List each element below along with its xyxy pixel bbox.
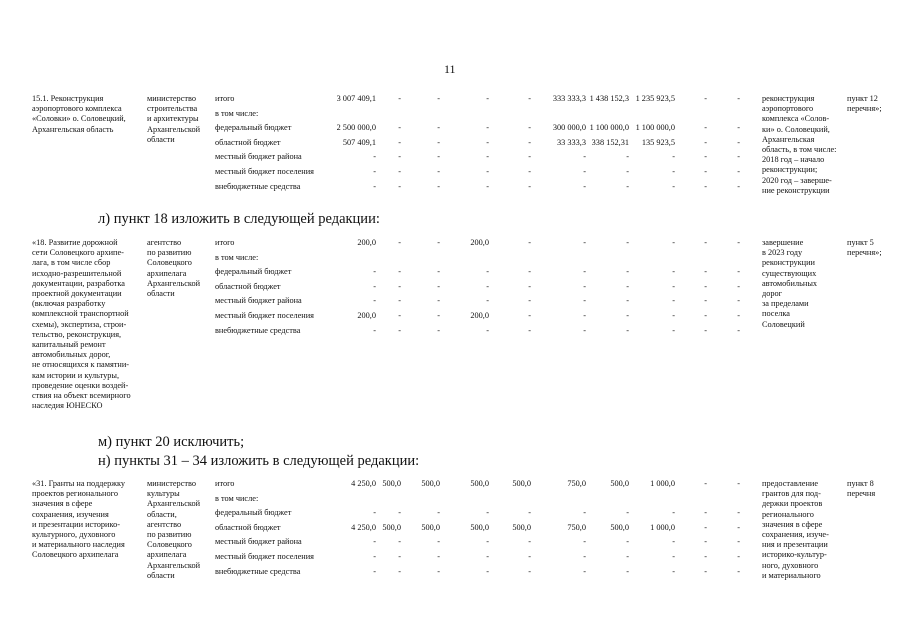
expected-result-line: и материального <box>762 570 821 580</box>
executor-line: по развитию <box>147 530 192 539</box>
table-cell-value: - <box>528 311 531 320</box>
funding-source-label: федеральный бюджет <box>215 123 292 133</box>
table-cell-value: - <box>737 552 740 561</box>
table-cell-value: - <box>672 296 675 306</box>
table-cell-value: - <box>486 537 489 547</box>
expected-result-line: грантов для под- <box>762 489 821 499</box>
table-cell-value: - <box>486 123 489 133</box>
table-cell-value: - <box>672 181 675 191</box>
table-cell-value: - <box>437 537 440 547</box>
table-cell-value: - <box>583 552 586 561</box>
table-cell-value: - <box>737 167 740 176</box>
table-cell-value: - <box>486 325 489 335</box>
expected-result-line: историко-культур- <box>762 550 827 560</box>
funding-source-label: федеральный бюджет <box>215 267 292 277</box>
executor-line: министерство <box>147 94 197 103</box>
executor-line: строительства <box>147 104 198 114</box>
table-cell-value: - <box>583 311 586 320</box>
table-cell-value: - <box>737 479 740 488</box>
funding-source-label: внебюджетные средства <box>215 566 301 576</box>
item-name-line: сохранения, изучения <box>32 509 109 519</box>
table-cell-value: - <box>704 296 707 306</box>
list-reference-line: пункт 8 <box>847 479 874 488</box>
table-cell-value: - <box>373 325 376 335</box>
heading-m: м) пункт 20 исключить; <box>98 434 245 450</box>
table-cell-value: - <box>626 566 629 576</box>
table-cell-value: - <box>398 325 401 335</box>
table-cell-value: - <box>398 94 401 103</box>
expected-result-line: предоставление <box>762 479 819 488</box>
item-name-line: проектной документации <box>32 289 122 298</box>
item-name-line: Архангельская область <box>32 124 114 134</box>
item-name-line: капитальный ремонт <box>32 340 106 349</box>
table-cell-value: - <box>704 123 707 133</box>
table-cell-value: - <box>528 94 531 103</box>
table-cell-value: - <box>672 152 675 162</box>
table-cell-value: 1 235 923,5 <box>635 94 675 103</box>
item-name-line: проведение оценки воздей- <box>32 380 129 390</box>
table-cell-value: - <box>437 296 440 306</box>
table-cell-value: - <box>672 238 675 247</box>
executor-line: и архитектуры <box>147 114 199 124</box>
table-cell-value: - <box>583 296 586 306</box>
expected-result-line: за пределами <box>762 299 809 309</box>
item-name-line: схемы), экспертиза, строи- <box>32 319 127 329</box>
table-cell-value: - <box>626 167 629 176</box>
table-cell-value: - <box>626 296 629 306</box>
item-name-line: проектов регионального <box>32 489 118 499</box>
table-cell-value: - <box>398 267 401 277</box>
table-cell-value: 4 250,0 <box>351 479 376 488</box>
expected-result-line: автомобильных <box>762 278 818 288</box>
item-name-line: ствия на объект всемирного <box>32 391 131 400</box>
expected-result-line: Соловецкий <box>762 319 805 329</box>
expected-result-line: реконструкция <box>762 94 815 103</box>
expected-result-line: реконструкции; <box>762 165 818 175</box>
funding-source-label: областной бюджет <box>215 522 281 532</box>
table-cell-value: - <box>672 508 675 518</box>
table-cell-value: - <box>528 566 531 576</box>
table-cell-value: - <box>373 552 376 561</box>
table-cell-value: - <box>437 137 440 147</box>
table-cell-value: - <box>583 325 586 335</box>
table-cell-value: - <box>486 137 489 147</box>
item-name-line: и презентации историко- <box>32 519 120 529</box>
executor-line: Архангельской <box>147 560 201 570</box>
expected-result-line: ного, духовного <box>762 560 819 570</box>
table-cell-value: - <box>704 152 707 162</box>
funding-source-label: итого <box>215 94 235 103</box>
table-cell-value: - <box>737 267 740 277</box>
expected-result-line: ния и презентации <box>762 540 828 550</box>
executor-line: Архангельской <box>147 278 201 288</box>
expected-result-line: значения в сфере <box>762 519 823 529</box>
table-cell-value: - <box>398 296 401 306</box>
expected-result-line: область, в том числе: <box>762 145 837 154</box>
table-cell-value: - <box>737 325 740 335</box>
table-cell-value: - <box>672 537 675 547</box>
table-cell-value: - <box>528 267 531 277</box>
table-cell-value: 4 250,0 <box>351 522 376 532</box>
table-cell-value: 1 000,0 <box>650 522 675 532</box>
table-cell-value: - <box>528 137 531 147</box>
table-cell-value: - <box>672 566 675 576</box>
table-cell-value: 500,0 <box>470 522 489 532</box>
executor-line: культуры <box>147 489 180 499</box>
table-cell-value: - <box>486 181 489 191</box>
item-name-line: кам истории и культуры, <box>32 370 120 380</box>
table-cell-value: - <box>437 123 440 133</box>
executor-line: архипелага <box>147 550 187 560</box>
table-cell-value: - <box>528 296 531 306</box>
table-cell-value: - <box>704 137 707 147</box>
expected-result-line: регионального <box>762 509 814 519</box>
table-cell-value: - <box>373 152 376 162</box>
executor-line: области <box>147 134 175 144</box>
table-cell-value: 338 152,31 <box>591 137 629 147</box>
table-cell-value: - <box>398 123 401 133</box>
table-cell-value: - <box>373 281 376 291</box>
item-name-line: наследия ЮНЕСКО <box>32 401 103 411</box>
table-cell-value: - <box>583 281 586 291</box>
table-cell-value: - <box>704 267 707 277</box>
executor-line: Архангельской <box>147 499 201 509</box>
table-cell-value: - <box>672 167 675 176</box>
table-cell-value: - <box>528 238 531 247</box>
table-cell-value: - <box>373 267 376 277</box>
table-cell-value: - <box>704 566 707 576</box>
table-cell-value: - <box>528 181 531 191</box>
table-cell-value: - <box>373 508 376 518</box>
item-name-line: автомобильных дорог, <box>32 350 111 360</box>
expected-result-line: аэропортового <box>762 104 814 114</box>
item-name-line: значения в сфере <box>32 499 93 509</box>
page-number: 11 <box>444 62 456 76</box>
executor-line: области <box>147 289 175 298</box>
table-cell-value: - <box>704 508 707 518</box>
executor-line: архипелага <box>147 268 187 278</box>
table-cell-value: - <box>398 238 401 247</box>
table-cell-value: - <box>737 566 740 576</box>
expected-result-line: реконструкции <box>762 258 815 268</box>
list-reference-line: пункт 5 <box>847 238 874 247</box>
table-cell-value: - <box>704 181 707 191</box>
item-name-line: «18. Развитие дорожной <box>32 238 118 247</box>
table-cell-value: - <box>437 238 440 247</box>
table-cell-value: - <box>486 152 489 162</box>
item-name-line: лага, в том числе сбор <box>32 258 111 268</box>
expected-result-line: 2018 год – начало <box>762 155 825 165</box>
table-cell-value: - <box>486 94 489 103</box>
table-cell-value: - <box>398 167 401 176</box>
table-cell-value: - <box>737 311 740 320</box>
funding-source-label: местный бюджет района <box>215 296 302 306</box>
expected-result-line: Архангельская <box>762 134 815 144</box>
item-name-line: Соловецкого архипелага <box>32 550 119 560</box>
table-cell-value: 500,0 <box>421 522 440 532</box>
table-cell-value: - <box>672 311 675 320</box>
table-cell-value: - <box>398 181 401 191</box>
table-cell-value: - <box>528 281 531 291</box>
table-cell-value: - <box>737 537 740 547</box>
expected-result-line: завершение <box>762 238 804 247</box>
table-cell-value: - <box>437 167 440 176</box>
table-cell-value: - <box>583 537 586 547</box>
table-cell-value: - <box>528 537 531 547</box>
table-cell-value: 333 333,3 <box>552 94 586 103</box>
table-cell-value: - <box>583 152 586 162</box>
executor-line: Соловецкого <box>147 258 192 268</box>
funding-source-label: внебюджетные средства <box>215 325 301 335</box>
table-cell-value: - <box>704 325 707 335</box>
table-cell-value: - <box>398 311 401 320</box>
table-cell-value: - <box>737 522 740 532</box>
table-cell-value: - <box>398 552 401 561</box>
funding-source-label: итого <box>215 238 235 247</box>
table-cell-value: - <box>704 167 707 176</box>
table-cell-value: 200,0 <box>470 311 489 320</box>
table-cell-value: - <box>737 137 740 147</box>
table-cell-value: - <box>704 537 707 547</box>
table-cell-value: - <box>583 566 586 576</box>
list-reference-line: перечня <box>847 489 876 499</box>
expected-result-line: существующих <box>762 268 817 278</box>
table-cell-value: - <box>672 325 675 335</box>
funding-source-label: местный бюджет поселения <box>215 552 314 561</box>
executor-line: Соловецкого <box>147 540 192 550</box>
list-reference-line: перечня»; <box>847 104 882 114</box>
table-cell-value: - <box>626 238 629 247</box>
table-cell-value: - <box>704 281 707 291</box>
table-cell-value: - <box>437 508 440 518</box>
funding-source-label: итого <box>215 479 235 488</box>
table-cell-value: - <box>626 281 629 291</box>
table-cell-value: - <box>528 552 531 561</box>
table-cell-value: - <box>486 267 489 277</box>
funding-source-label: областной бюджет <box>215 137 281 147</box>
funding-source-label: в том числе: <box>215 493 259 503</box>
table-cell-value: - <box>528 123 531 133</box>
table-cell-value: 3 007 409,1 <box>336 94 376 103</box>
heading-l: л) пункт 18 изложить в следующей редакции: <box>98 211 380 227</box>
table-cell-value: 300 000,0 <box>552 123 586 133</box>
table-cell-value: - <box>737 281 740 291</box>
table-cell-value: - <box>737 296 740 306</box>
funding-source-label: областной бюджет <box>215 281 281 291</box>
item-name-line: культурного, духовного <box>32 530 116 539</box>
table-cell-value: - <box>373 296 376 306</box>
table-cell-value: - <box>486 167 489 176</box>
funding-source-label: федеральный бюджет <box>215 508 292 518</box>
table-cell-value: - <box>626 152 629 162</box>
funding-source-label: местный бюджет района <box>215 537 302 547</box>
table-cell-value: - <box>737 181 740 191</box>
table-cell-value: 500,0 <box>512 522 531 532</box>
table-cell-value: - <box>437 281 440 291</box>
table-cell-value: 200,0 <box>470 238 489 247</box>
item-name-line: документации, разработка <box>32 278 125 288</box>
table-cell-value: - <box>626 325 629 335</box>
table-cell-value: 750,0 <box>567 479 586 488</box>
table-cell-value: 2 500 000,0 <box>336 123 376 133</box>
table-cell-value: - <box>737 152 740 162</box>
list-reference-line: перечня»; <box>847 248 882 258</box>
table-cell-value: 33 333,3 <box>556 137 586 147</box>
expected-result-line: 2020 год – заверше- <box>762 175 832 185</box>
executor-line: области <box>147 570 175 580</box>
table-cell-value: - <box>737 238 740 247</box>
table-cell-value: 200,0 <box>357 238 376 247</box>
executor-line: агентство <box>147 238 182 247</box>
heading-n: н) пункты 31 – 34 изложить в следующей редакции: <box>98 453 420 469</box>
table-cell-value: - <box>583 238 586 247</box>
expected-result-line: дорог <box>762 289 783 298</box>
table-cell-value: - <box>437 181 440 191</box>
table-cell-value: - <box>704 522 707 532</box>
table-cell-value: 500,0 <box>610 479 629 488</box>
expected-result-line: держки проектов <box>762 499 823 509</box>
table-cell-value: 507 409,1 <box>342 137 376 147</box>
table-cell-value: - <box>672 267 675 277</box>
table-cell-value: - <box>398 281 401 291</box>
table-cell-value: - <box>528 508 531 518</box>
item-name-line: 15.1. Реконструкция <box>32 94 104 103</box>
item-name-line: и материального наследия <box>32 540 125 550</box>
expected-result-line: комплекса «Солов- <box>762 114 830 124</box>
table-cell-value: - <box>528 325 531 335</box>
table-cell-value: - <box>437 94 440 103</box>
table-cell-value: - <box>583 181 586 191</box>
table-cell-value: - <box>626 311 629 320</box>
item-name-line: не относящихся к памятни- <box>32 360 130 370</box>
table-cell-value: - <box>583 167 586 176</box>
table-cell-value: - <box>373 181 376 191</box>
table-cell-value: 750,0 <box>567 522 586 532</box>
item-name-line: комплексной транспортной <box>32 309 129 319</box>
table-cell-value: - <box>398 537 401 547</box>
funding-source-label: в том числе: <box>215 252 259 262</box>
table-cell-value: - <box>704 238 707 247</box>
table-cell-value: - <box>583 267 586 277</box>
expected-result-line: сохранения, изуче- <box>762 530 829 539</box>
item-name-line: сети Соловецкого архипе- <box>32 248 124 258</box>
expected-result-line: ние реконструкции <box>762 185 830 195</box>
table-cell-value: - <box>626 508 629 518</box>
table-cell-value: - <box>486 296 489 306</box>
executor-line: по развитию <box>147 248 192 258</box>
table-cell-value: - <box>398 566 401 576</box>
table-cell-value: - <box>528 167 531 176</box>
table-cell-value: - <box>528 152 531 162</box>
table-cell-value: 500,0 <box>421 479 440 488</box>
expected-result-line: ки» о. Соловецкий, <box>762 124 830 134</box>
expected-result-line: поселка <box>762 309 790 319</box>
table-cell-value: - <box>737 508 740 518</box>
table-cell-value: - <box>704 94 707 103</box>
table-cell-value: - <box>437 311 440 320</box>
table-cell-value: - <box>373 167 376 176</box>
table-cell-value: 500,0 <box>382 522 401 532</box>
list-reference-line: пункт 12 <box>847 94 878 103</box>
table-cell-value: 1 100 000,0 <box>635 123 675 133</box>
table-cell-value: - <box>437 566 440 576</box>
table-cell-value: - <box>437 325 440 335</box>
table-cell-value: - <box>672 281 675 291</box>
table-cell-value: 500,0 <box>610 522 629 532</box>
item-name-line: (включая разработку <box>32 299 106 309</box>
funding-source-label: местный бюджет поселения <box>215 167 314 176</box>
table-cell-value: - <box>437 267 440 277</box>
table-cell-value: - <box>486 281 489 291</box>
table-cell-value: - <box>398 137 401 147</box>
table-cell-value: - <box>704 552 707 561</box>
funding-source-label: местный бюджет района <box>215 152 302 162</box>
table-cell-value: - <box>437 152 440 162</box>
table-cell-value: - <box>373 566 376 576</box>
item-name-line: «31. Гранты на поддержку <box>32 479 126 488</box>
executor-line: Архангельской <box>147 124 201 134</box>
table-cell-value: - <box>626 537 629 547</box>
table-cell-value: - <box>704 311 707 320</box>
table-cell-value: 1 100 000,0 <box>589 123 629 133</box>
executor-line: области, <box>147 509 177 519</box>
funding-source-label: в том числе: <box>215 108 259 118</box>
item-name-line: исходно-разрешительной <box>32 268 122 278</box>
item-name-line: тельство, реконструкция, <box>32 329 122 339</box>
table-cell-value: - <box>626 267 629 277</box>
funding-source-label: внебюджетные средства <box>215 181 301 191</box>
table-cell-value: - <box>704 479 707 488</box>
table-cell-value: 135 923,5 <box>641 137 675 147</box>
executor-line: министерство <box>147 479 197 488</box>
table-cell-value: - <box>626 552 629 561</box>
table-cell-value: - <box>737 94 740 103</box>
item-name-line: «Соловки» о. Соловецкий, <box>32 114 126 124</box>
table-cell-value: - <box>737 123 740 133</box>
expected-result-line: в 2023 году <box>762 248 803 258</box>
table-cell-value: 500,0 <box>470 479 489 488</box>
table-cell-value: 500,0 <box>382 479 401 488</box>
table-cell-value: - <box>672 552 675 561</box>
table-cell-value: - <box>486 566 489 576</box>
table-cell-value: 200,0 <box>357 311 376 320</box>
table-cell-value: - <box>626 181 629 191</box>
funding-source-label: местный бюджет поселения <box>215 311 314 320</box>
executor-line: агентство <box>147 519 182 529</box>
table-cell-value: 1 438 152,3 <box>589 94 629 103</box>
table-cell-value: - <box>437 552 440 561</box>
table-cell-value: - <box>373 537 376 547</box>
table-cell-value: - <box>398 508 401 518</box>
table-cell-value: - <box>398 152 401 162</box>
item-name-line: аэропортового комплекса <box>32 104 122 114</box>
table-cell-value: 1 000,0 <box>650 479 675 488</box>
table-cell-value: - <box>486 552 489 561</box>
table-cell-value: 500,0 <box>512 479 531 488</box>
table-cell-value: - <box>583 508 586 518</box>
table-cell-value: - <box>486 508 489 518</box>
